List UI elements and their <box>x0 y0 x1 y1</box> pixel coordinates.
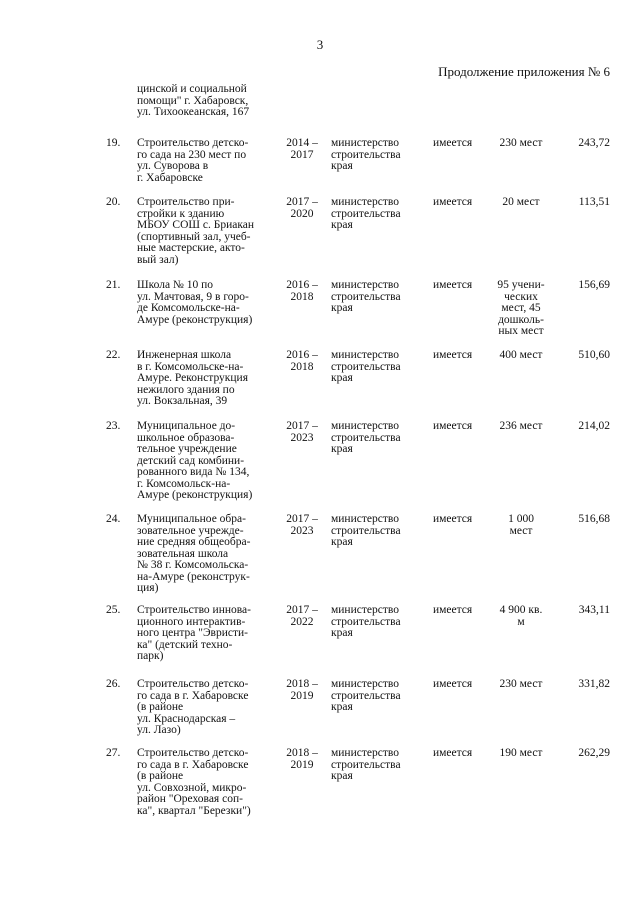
row-number: 24. <box>106 513 121 525</box>
project-name-line: Школа № 10 по <box>137 279 214 291</box>
project-name-line: (в районе <box>137 770 184 782</box>
project-status: имеется <box>433 349 473 361</box>
row-number: 27. <box>106 747 121 759</box>
project-customer <box>331 350 421 385</box>
project-cost: 262,29 <box>578 747 610 759</box>
continued-text-line: помощи" г. Хабаровск, <box>137 94 249 107</box>
project-name-line: тельное учреждение <box>137 443 237 455</box>
project-name-line: МБОУ СОШ с. Бриакан <box>137 219 255 231</box>
project-status: имеется <box>433 513 473 525</box>
project-years <box>282 197 322 220</box>
project-years-line: 2018 – <box>286 678 318 690</box>
project-customer-line: строительства <box>331 615 401 628</box>
project-capacity-line: 230 мест <box>499 678 543 690</box>
project-customer <box>331 138 421 173</box>
project-name-line: нежилого здания по <box>137 383 235 396</box>
project-customer-line: края <box>331 627 353 639</box>
project-years <box>282 679 322 702</box>
project-years <box>282 605 322 628</box>
project-customer-line: министерство <box>331 279 399 291</box>
project-name-line: ные мастерские, акто- <box>137 242 245 254</box>
project-name-line: ул. Краснодарская – <box>137 712 236 725</box>
project-status: имеется <box>433 420 473 432</box>
continued-text-line: ул. Тихоокеанская, 167 <box>137 106 250 118</box>
project-capacity <box>490 679 552 691</box>
project-customer <box>331 605 421 640</box>
project-customer-line: министерство <box>331 420 399 432</box>
project-name-line: г. Хабаровске <box>137 171 203 184</box>
project-customer <box>331 197 421 232</box>
project-status: имеется <box>433 279 473 291</box>
continued-text-line: цинской и социальной <box>137 83 247 95</box>
project-name-line: Муниципальное до- <box>137 420 236 432</box>
project-years-line: 2019 <box>290 689 314 702</box>
project-name-line: Строительство детско- <box>137 747 249 759</box>
project-name-line: ул. Совхозной, микро- <box>137 781 247 794</box>
project-name <box>137 514 277 595</box>
project-years-line: 2017 <box>290 148 314 161</box>
project-years <box>282 350 322 373</box>
project-name-line: рованного вида № 134, <box>137 466 250 478</box>
project-name-line: Строительство детско- <box>137 137 249 149</box>
project-customer-line: строительства <box>331 431 401 444</box>
row-number: 26. <box>106 678 121 690</box>
project-name-line: ние средняя общеобра- <box>137 536 251 548</box>
project-name-line: го сада в г. Хабаровске <box>137 758 249 771</box>
project-capacity-line: 400 мест <box>499 349 543 361</box>
project-capacity-line: дошколь- <box>498 313 544 326</box>
project-customer-line: края <box>331 701 353 713</box>
project-name <box>137 748 277 817</box>
project-name-line: де Комсомольске-на- <box>137 302 240 314</box>
project-name-line: школьное образова- <box>137 431 235 444</box>
project-years-line: 2017 – <box>286 420 318 432</box>
continued-text <box>137 84 287 119</box>
project-cost: 510,60 <box>578 349 610 361</box>
project-customer-line: края <box>331 160 353 172</box>
project-capacity-line: м <box>517 615 525 628</box>
page-number: 3 <box>316 37 324 52</box>
project-name-line: ного центра "Эвристи- <box>137 627 249 639</box>
project-capacity-line: 1 000 <box>508 513 534 525</box>
project-name-line: Амуре. Реконструкция <box>137 372 248 384</box>
project-status: имеется <box>433 196 473 208</box>
project-name-line: г. Комсомольск-на- <box>137 477 231 490</box>
project-name-line: ул. Вокзальная, 39 <box>137 395 228 407</box>
project-name-line: ка" (детский техно- <box>137 638 233 651</box>
project-name-line: зовательное учрежде- <box>137 524 244 537</box>
project-customer-line: края <box>331 302 353 314</box>
project-capacity <box>490 421 552 433</box>
project-status: имеется <box>433 678 473 690</box>
project-cost: 516,68 <box>578 513 610 525</box>
project-customer <box>331 679 421 714</box>
project-name-line: Муниципальное обра- <box>137 513 246 525</box>
project-name-line: детский сад комбини- <box>137 454 245 467</box>
project-capacity-line: 95 учени- <box>497 279 545 291</box>
project-capacity <box>490 350 552 362</box>
project-name-line: Инженерная школа <box>137 349 232 361</box>
project-customer <box>331 514 421 549</box>
project-years-line: 2018 <box>290 360 314 373</box>
project-name-line: ул. Мачтовая, 9 в горо- <box>137 290 249 303</box>
project-years-line: 2018 – <box>286 747 318 759</box>
project-name-line: (спортивный зал, учеб- <box>137 230 251 243</box>
row-number: 22. <box>106 349 121 361</box>
project-cost: 113,51 <box>578 196 610 208</box>
project-cost: 214,02 <box>578 420 610 432</box>
project-years-line: 2017 – <box>286 513 318 525</box>
project-cost: 343,11 <box>578 604 610 616</box>
project-name <box>137 605 277 663</box>
project-customer-line: строительства <box>331 207 401 220</box>
project-name <box>137 679 277 737</box>
project-name <box>137 280 277 326</box>
project-customer-line: края <box>331 443 353 455</box>
project-years-line: 2019 <box>290 758 314 771</box>
row-number: 21. <box>106 279 121 291</box>
project-name-line: ул. Суворова в <box>137 160 209 172</box>
project-name-line: Амуре (реконструкция) <box>137 313 253 326</box>
project-customer-line: края <box>331 536 353 548</box>
continuation-note: Продолжение приложения № 6 <box>438 64 610 79</box>
project-capacity-line: 20 мест <box>502 196 540 208</box>
project-name-line: стройки к зданию <box>137 207 225 220</box>
project-capacity-line: мест <box>509 524 533 537</box>
project-name-line: ционного интерактив- <box>137 615 246 628</box>
project-years <box>282 748 322 771</box>
project-capacity <box>490 514 552 537</box>
project-years-line: 2018 <box>290 290 314 303</box>
project-capacity <box>490 138 552 150</box>
project-customer-line: края <box>331 372 353 384</box>
project-capacity-line: 236 мест <box>499 420 543 432</box>
project-years-line: 2016 – <box>286 349 318 361</box>
project-cost: 331,82 <box>578 678 610 690</box>
project-name-line: район "Ореховая соп- <box>137 793 243 805</box>
project-capacity-line: 230 мест <box>499 137 543 149</box>
project-customer-line: министерство <box>331 513 399 525</box>
project-name-line: (в районе <box>137 701 184 713</box>
project-customer-line: министерство <box>331 196 399 208</box>
project-capacity-line: ческих <box>504 290 538 303</box>
project-name-line: го сада на 230 мест по <box>137 148 247 161</box>
project-name <box>137 350 277 408</box>
project-customer <box>331 280 421 315</box>
project-status: имеется <box>433 747 473 759</box>
row-number: 25. <box>106 604 121 616</box>
project-capacity <box>490 280 552 338</box>
project-name-line: на-Амуре (реконструк- <box>137 570 250 583</box>
project-name-line: Строительство при- <box>137 196 235 208</box>
project-customer-line: края <box>331 770 353 782</box>
project-customer-line: министерство <box>331 604 399 616</box>
project-capacity <box>490 748 552 760</box>
project-name-line: № 38 г. Комсомольска- <box>137 559 249 571</box>
project-customer-line: строительства <box>331 524 401 537</box>
project-years <box>282 280 322 303</box>
project-years-line: 2023 <box>290 431 314 444</box>
project-name-line: ция) <box>137 582 159 594</box>
row-number: 19. <box>106 137 121 149</box>
project-customer-line: строительства <box>331 758 401 771</box>
row-number: 23. <box>106 420 121 432</box>
project-name-line: Строительство иннова- <box>137 604 251 616</box>
project-capacity <box>490 605 552 628</box>
project-status: имеется <box>433 604 473 616</box>
project-customer-line: министерство <box>331 747 399 759</box>
row-number: 20. <box>106 196 121 208</box>
project-name-line: вый зал) <box>137 253 179 266</box>
project-years-line: 2017 – <box>286 196 318 208</box>
project-customer-line: строительства <box>331 148 401 161</box>
project-capacity-line: ных мест <box>498 325 544 337</box>
project-years-line: 2020 <box>290 207 314 220</box>
project-customer <box>331 421 421 456</box>
project-name-line: зовательная школа <box>137 547 229 560</box>
project-customer-line: края <box>331 219 353 231</box>
project-cost: 243,72 <box>578 137 610 149</box>
project-customer-line: министерство <box>331 137 399 149</box>
project-name <box>137 197 277 266</box>
project-customer-line: строительства <box>331 290 401 303</box>
project-name-line: парк) <box>137 650 164 662</box>
project-name-line: го сада в г. Хабаровске <box>137 689 249 702</box>
project-status: имеется <box>433 137 473 149</box>
project-customer-line: строительства <box>331 689 401 702</box>
project-capacity-line: мест, 45 <box>501 302 541 314</box>
project-name-line: Амуре (реконструкция) <box>137 489 253 501</box>
project-years-line: 2017 – <box>286 604 318 616</box>
project-name-line: в г. Комсомольске-на- <box>137 360 244 373</box>
project-years <box>282 421 322 444</box>
project-cost: 156,69 <box>578 279 610 291</box>
project-years <box>282 514 322 537</box>
project-years-line: 2022 <box>290 615 314 628</box>
project-years-line: 2016 – <box>286 279 318 291</box>
project-capacity-line: 190 мест <box>499 747 543 759</box>
project-years-line: 2023 <box>290 524 314 537</box>
project-name-line: Строительство детско- <box>137 678 249 690</box>
project-customer-line: министерство <box>331 678 399 690</box>
project-capacity-line: 4 900 кв. <box>499 604 543 616</box>
project-name <box>137 138 277 184</box>
project-customer-line: министерство <box>331 349 399 361</box>
project-name-line: ул. Лазо) <box>137 724 181 736</box>
project-years-line: 2014 – <box>286 137 318 149</box>
project-capacity <box>490 197 552 209</box>
project-name-line: ка", квартал "Березки") <box>137 804 251 817</box>
project-years <box>282 138 322 161</box>
project-customer-line: строительства <box>331 360 401 373</box>
project-customer <box>331 748 421 783</box>
project-name <box>137 421 277 502</box>
